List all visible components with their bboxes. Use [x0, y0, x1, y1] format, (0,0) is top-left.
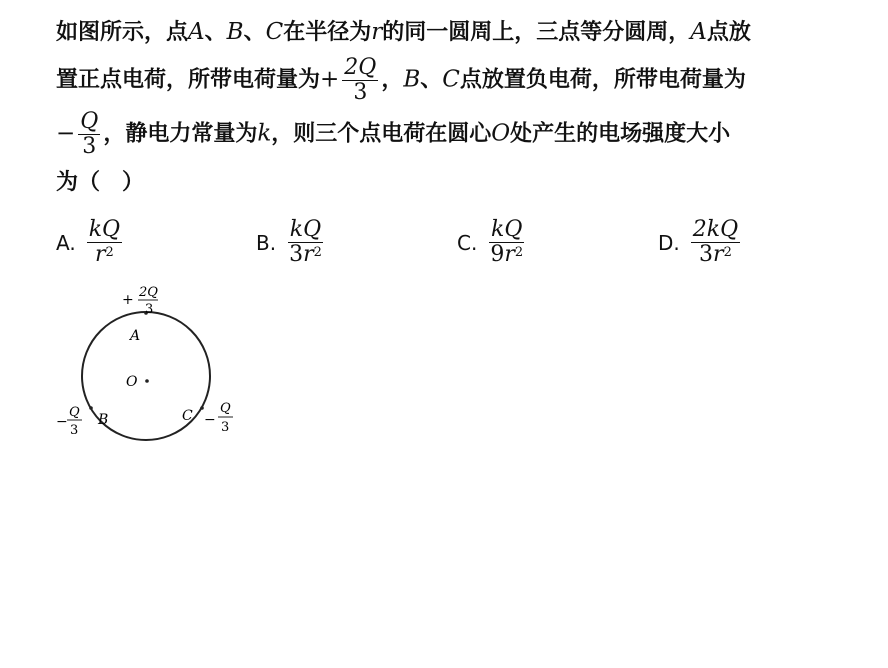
text: ，则三个点电荷在圆心	[271, 120, 492, 147]
den-var: r	[713, 242, 724, 267]
var-C: C	[442, 66, 460, 93]
fraction-numerator: 2kQ	[692, 217, 739, 242]
text: 置正点电荷，所带电荷量为	[56, 66, 321, 93]
var-k: k	[257, 120, 272, 147]
text: 、	[420, 66, 443, 93]
fraction-numerator: kQ	[289, 217, 322, 242]
charge-c-den: 3	[221, 420, 230, 435]
option-label: A.	[56, 230, 76, 255]
text: 如图所示，点	[56, 19, 189, 45]
den-exp: 2	[723, 245, 732, 260]
fraction-denominator	[287, 243, 324, 267]
text: 、	[243, 19, 266, 45]
var-B: B	[226, 19, 244, 45]
option-fraction	[87, 218, 122, 267]
charge-a-den: 3	[145, 302, 154, 317]
text: ，	[381, 66, 404, 93]
fraction-2q-3	[342, 56, 378, 105]
label-a: A	[130, 328, 141, 344]
var-r: r	[371, 19, 383, 45]
text: 点放	[706, 19, 751, 45]
option-label: C.	[457, 230, 478, 255]
text: 点放置负电荷，所带电荷量为	[459, 66, 746, 93]
var-B: B	[403, 66, 421, 93]
option-d[interactable]	[658, 218, 743, 267]
text: 在半径为	[283, 19, 372, 45]
den-exp: 2	[313, 245, 322, 260]
den-exp: 2	[514, 245, 524, 260]
fraction-denominator	[697, 243, 734, 267]
text: 、	[204, 19, 227, 45]
option-label: B.	[256, 230, 277, 255]
var-A: A	[690, 19, 707, 45]
den-var: r	[303, 242, 314, 267]
fraction-denominator	[488, 243, 525, 267]
circle-figure	[50, 278, 250, 453]
option-label: D.	[658, 230, 680, 255]
charge-c-num: Q	[220, 401, 231, 416]
option-b[interactable]	[256, 218, 327, 267]
plus-sign: +	[320, 66, 340, 93]
fraction-numerator: 2Q	[344, 55, 377, 80]
label-b: B	[98, 412, 109, 428]
option-a[interactable]	[56, 218, 125, 267]
charge-a-sign: +	[122, 292, 134, 308]
text: 为（ ）	[56, 169, 145, 195]
text: ，静电力常量为	[103, 120, 258, 147]
question-line-3	[56, 110, 856, 159]
den-coef: 9	[490, 242, 505, 267]
fraction-numerator: Q	[80, 109, 99, 134]
var-O: O	[491, 120, 511, 147]
option-fraction	[691, 218, 740, 267]
center-dot	[145, 379, 149, 383]
var-C: C	[265, 19, 284, 45]
point-b-dot	[89, 406, 93, 410]
var-A: A	[188, 19, 205, 45]
text: 处产生的电场强度大小	[510, 120, 731, 147]
option-fraction	[287, 218, 324, 267]
question-line-4	[56, 168, 856, 196]
den-var: r	[504, 242, 515, 267]
question-line-2	[56, 56, 856, 105]
point-c-dot	[200, 406, 204, 410]
minus-sign: −	[56, 120, 76, 147]
fraction-q-3	[78, 110, 100, 159]
text: 的同一圆周上，三点等分圆周，	[382, 19, 691, 45]
den-exp: 2	[105, 245, 114, 260]
charge-b-den: 3	[70, 423, 79, 438]
fraction-denominator	[93, 243, 116, 267]
fraction-numerator: kQ	[88, 217, 121, 242]
question-line-1	[56, 18, 856, 46]
charge-b-num: Q	[69, 405, 80, 420]
fraction-numerator: kQ	[491, 217, 523, 242]
den-coef: 3	[289, 242, 304, 267]
den-var: r	[94, 242, 106, 267]
label-o: O	[126, 374, 138, 390]
label-c: C	[182, 408, 193, 424]
option-c[interactable]	[457, 218, 528, 267]
fraction-denominator: 3	[353, 80, 368, 105]
charge-c-sign: −	[204, 412, 216, 428]
charge-b-sign: −	[56, 414, 68, 430]
den-coef: 3	[699, 242, 714, 267]
option-fraction	[488, 218, 525, 267]
fraction-denominator: 3	[82, 134, 97, 159]
charge-a-num: 2Q	[139, 285, 158, 300]
